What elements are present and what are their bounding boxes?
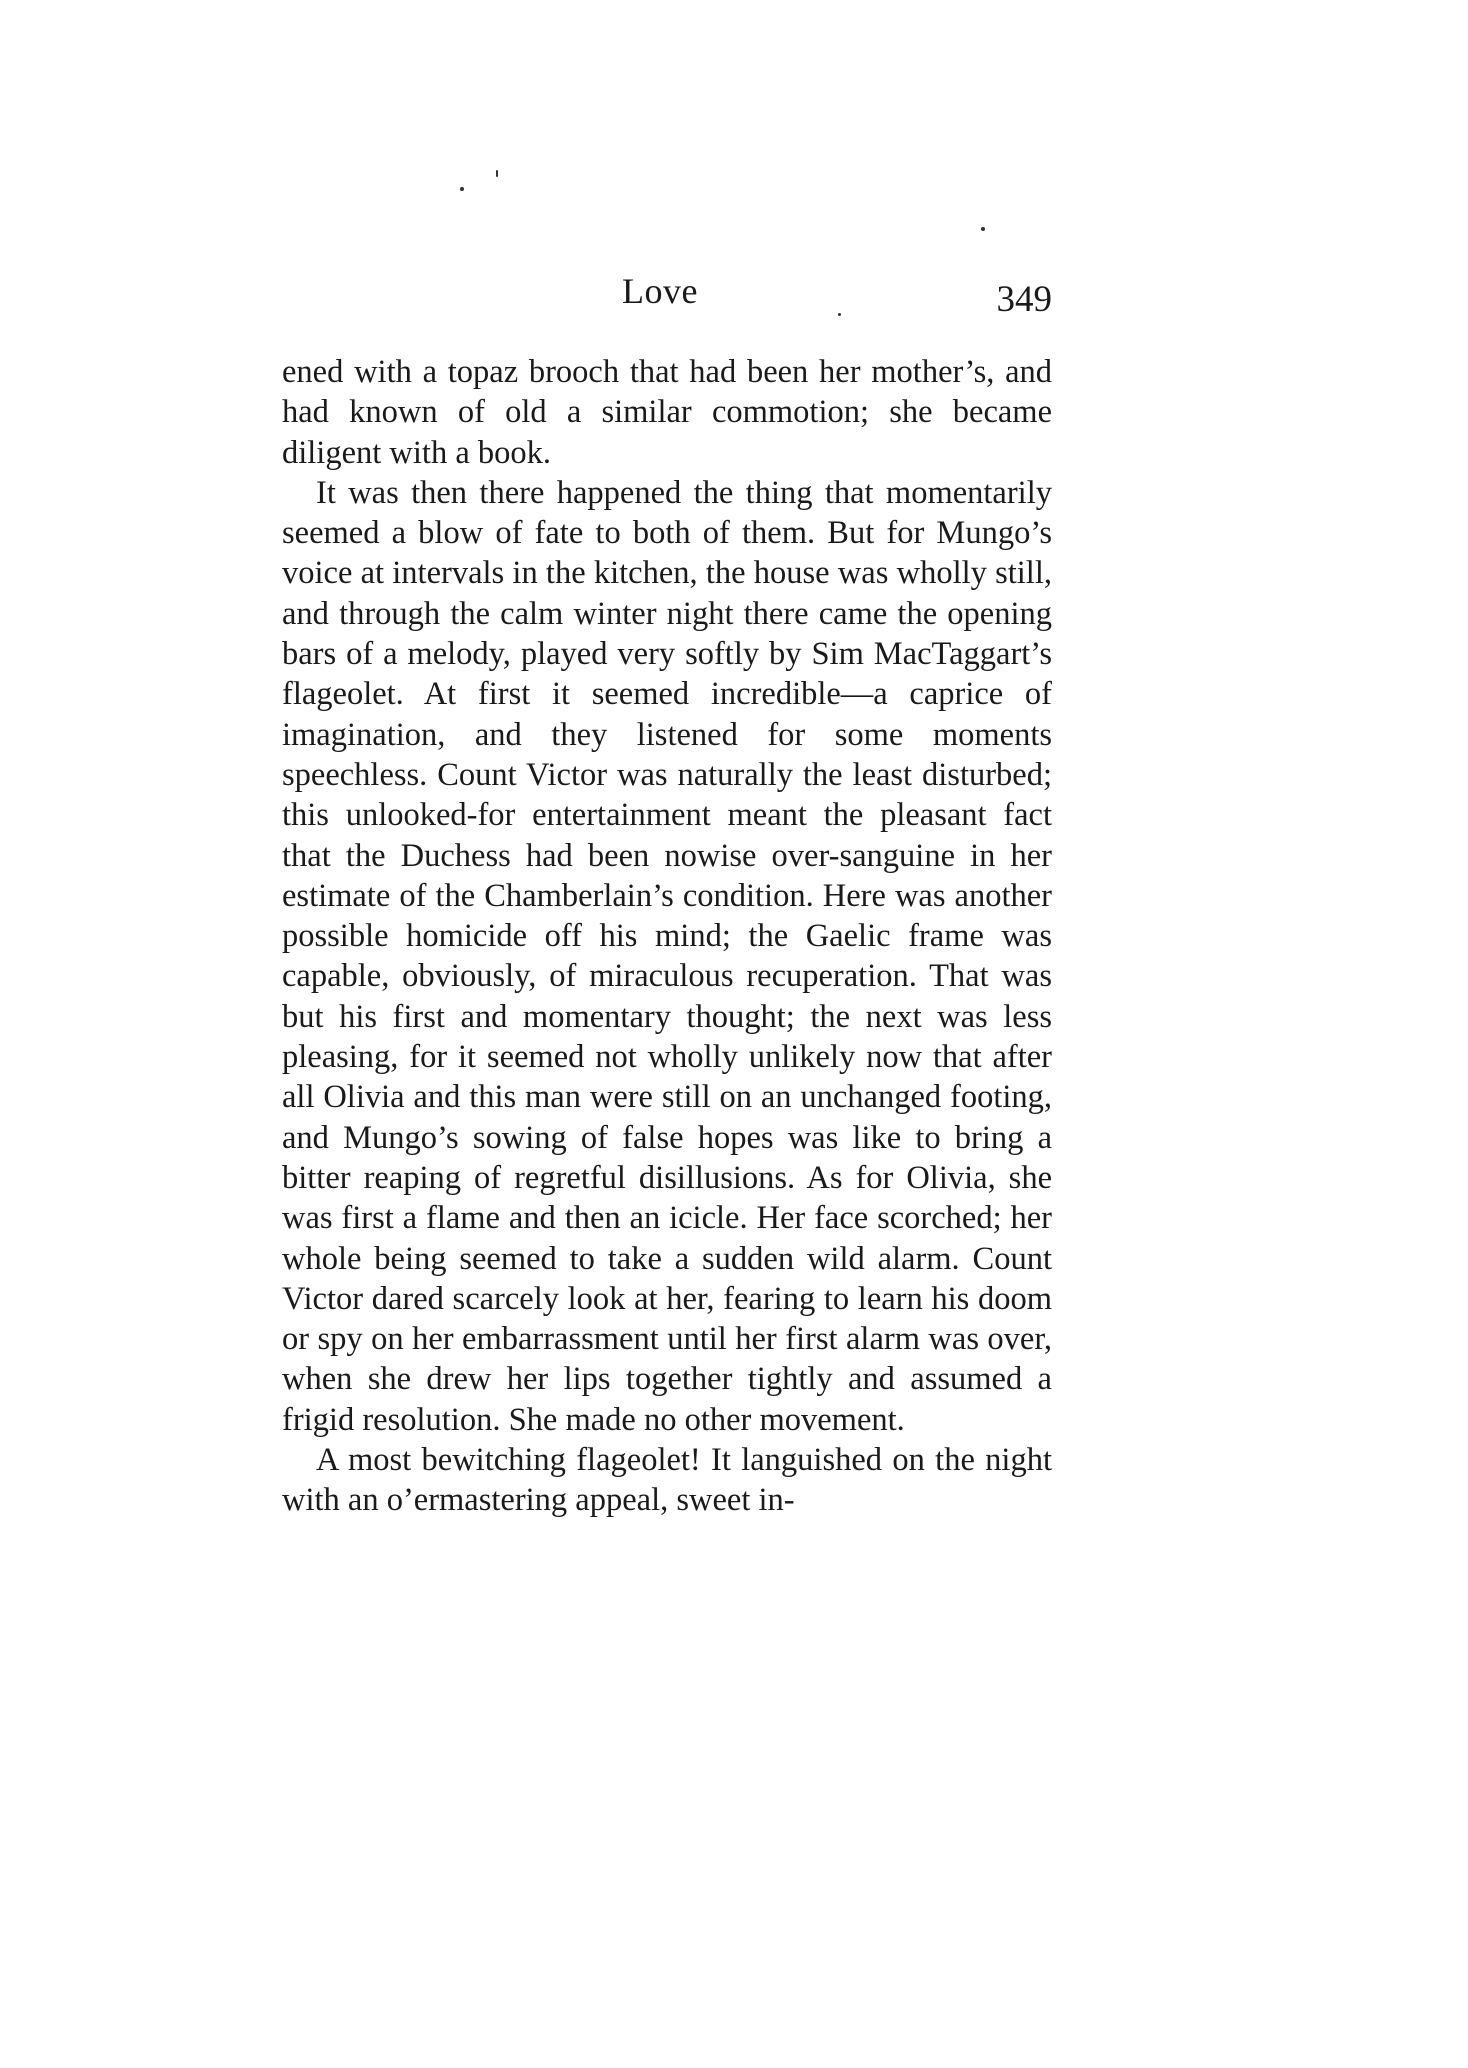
paragraph: It was then there happened the thing that momentarily seemed a blow of fate to both of them. But for Mungo’s voice at intervals in the kitchen, the house was wholly still, and through the calm winter night there came the opening bars of a melody, played very softly by Sim MacTaggart’s flageolet. At first it seemed incredible—a caprice of imagination, and they listened for some moments speechless. Count Victor was naturally the least disturbed; this unlooked-for entertainment meant the pleasant fact that the Duchess had been nowise over-sanguine in her estimate of the Chamberlain’s condition. Here was another possible homicide off his mind; the Gaelic frame was capable, obviously, of miraculous recuperation. That was but his first and momentary thought; the next was less pleasing, for it seemed not wholly unlikely now that after all Olivia and this man were still on an unchanged footing, and Mungo’s sowing of false hopes was like to bring a bitter reaping of regretful disillusions. As for Olivia, she was first a flame and then an icicle. Her face scorched; her whole being seemed to take a sudden wild alarm. Count Victor dared scarcely look at her, fearing to learn his doom or spy on her embarrassment until her first alarm was over, when she drew her lips together tightly and assumed a frigid resolution. She made no other movement. <box>282 474 1052 1438</box>
running-head <box>282 262 1052 322</box>
paragraph: A most bewitching flageolet! It languished on the night with an o’ermastering appeal, sweet in- <box>282 1442 1052 1519</box>
page-number: 349 <box>996 279 1052 320</box>
print-speck <box>496 170 498 177</box>
body-text <box>282 352 1052 1521</box>
running-title: Love <box>622 271 698 311</box>
print-speck <box>981 227 985 231</box>
print-speck <box>460 187 464 191</box>
paragraph: ened with a topaz brooch that had been her mother’s, and had known of old a similar commotion; she became diligent with a book. <box>282 354 1052 471</box>
